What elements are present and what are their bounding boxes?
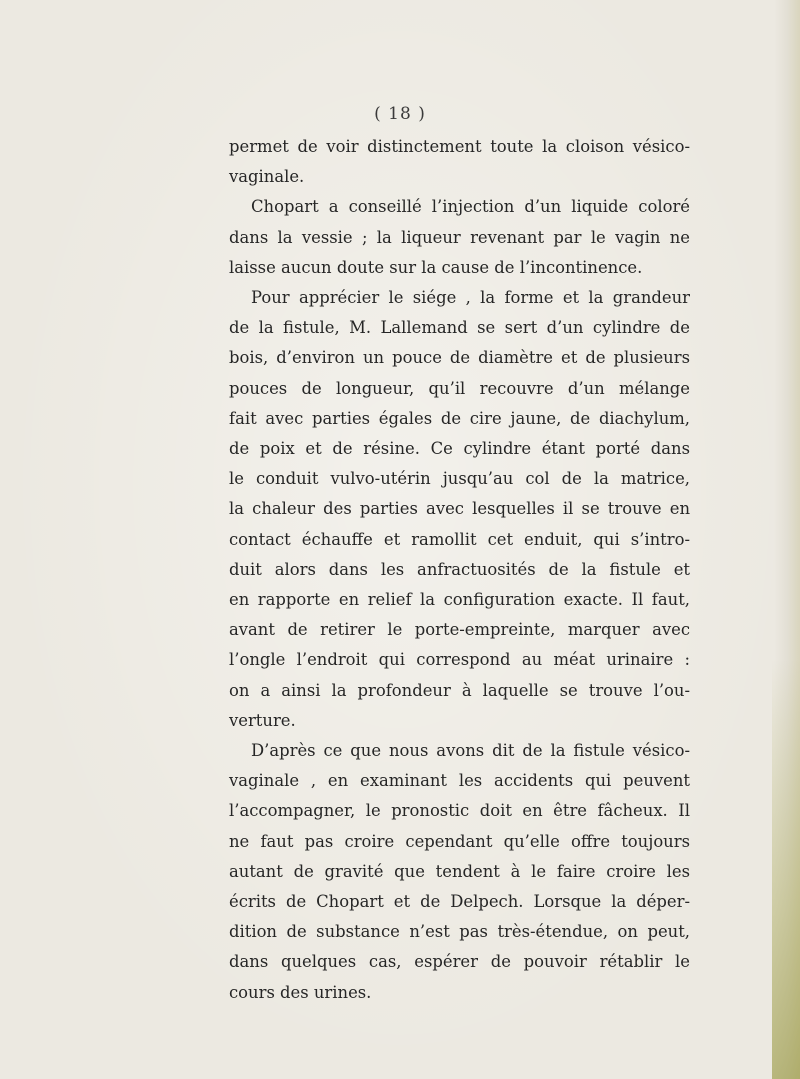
text-line: on a ainsi la profondeur à laquelle se trouve l’ou- <box>229 680 690 700</box>
text-line: vaginale. <box>229 167 305 187</box>
text-line: cours des urines. <box>229 982 372 1002</box>
text-line: de poix et de résine. Ce cylindre étant porté dans <box>229 439 690 459</box>
text-line: duit alors dans les anfractuosités de la fistule et <box>229 559 690 579</box>
text-line: de la fistule, M. Lallemand se sert d’un cylindre de <box>229 318 690 338</box>
text-line: en rapporte en relief la configuration exacte. Il faut, <box>229 590 690 610</box>
text-line: pouces de longueur, qu’il recouvre d’un mélange <box>229 378 690 398</box>
text-line: la chaleur des parties avec lesquelles il se trouve en <box>229 499 690 519</box>
text-line: écrits de Chopart et de Delpech. Lorsque la déper- <box>229 892 690 912</box>
text-line: dition de substance n’est pas très-étendue, on peut, <box>229 922 690 942</box>
text-line: vaginale , en examinant les accidents qui peuvent <box>229 771 690 791</box>
text-line: le conduit vulvo-utérin jusqu’au col de la matrice, <box>229 469 690 489</box>
text-line: D’après ce que nous avons dit de la fistule vésico- <box>251 741 690 761</box>
text-line: dans la vessie ; la liqueur revenant par le vagin ne <box>229 227 690 247</box>
text-line: verture. <box>229 710 296 730</box>
text-line: ne faut pas croire cependant qu’elle offre toujours <box>229 831 690 851</box>
text-line: l’ongle l’endroit qui correspond au méat urinaire : <box>229 650 690 670</box>
text-line: Chopart a conseillé l’injection d’un liquide coloré <box>251 197 690 217</box>
body-text <box>229 132 690 1008</box>
text-line: laisse aucun doute sur la cause de l’incontinence. <box>229 257 643 277</box>
text-line: Pour apprécier le siége , la forme et la grandeur <box>251 288 690 308</box>
text-line: contact échauffe et ramollit cet enduit, qui s’intro- <box>229 529 690 549</box>
page-stain <box>772 659 800 1079</box>
text-line: avant de retirer le porte-empreinte, marquer avec <box>229 620 690 640</box>
text-line: autant de gravité que tendent à le faire croire les <box>229 861 690 881</box>
text-line: fait avec parties égales de cire jaune, de diachylum, <box>229 408 690 428</box>
text-line: bois, d’environ un pouce de diamètre et de plusieurs <box>229 348 690 368</box>
text-line: permet de voir distinctement toute la cloison vésico- <box>229 137 690 156</box>
text-line: l’accompagner, le pronostic doit en être fâcheux. Il <box>229 801 690 821</box>
text-line: dans quelques cas, espérer de pouvoir rétablir le <box>229 952 690 972</box>
page-number: ( 18 ) <box>374 104 426 124</box>
